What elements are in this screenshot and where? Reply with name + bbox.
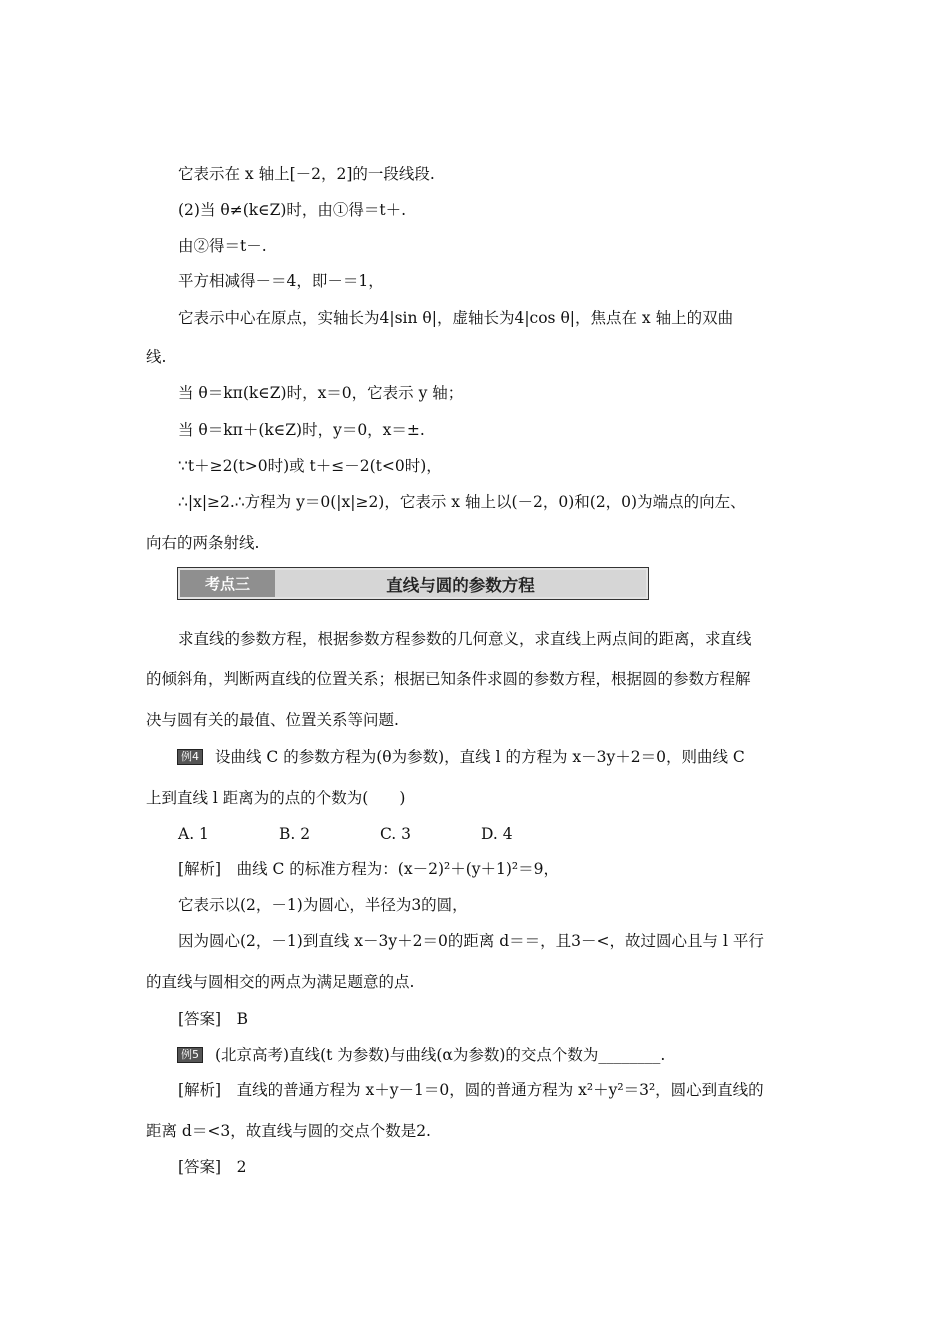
solution-line: 因为圆心(2，－1)到直线 x－3y＋2＝0的距离 d＝＝，且3－<，故过圆心且与 l 平行: [178, 932, 764, 950]
answer-line: [答案] 2: [178, 1158, 247, 1176]
example4-question-line2: 上到直线 l 距离为的点的个数为( ): [146, 789, 406, 807]
solution-line: [解析] 直线的普通方程为 x＋y－1＝0，圆的普通方程为 x²＋y²＝3²，圆心到直线的: [178, 1081, 764, 1099]
option-a: A. 1: [178, 825, 209, 843]
solution-line: 的直线与圆相交的两点为满足题意的点.: [146, 973, 415, 991]
option-d: D. 4: [481, 825, 513, 843]
text-line: 平方相减得－＝4，即－＝1，: [178, 272, 384, 290]
example5-question-text: (北京高考)直线(t 为参数)与曲线(α为参数)的交点个数为________.: [215, 1046, 666, 1064]
example4-question-text: 设曲线 C 的参数方程为(θ为参数)，直线 l 的方程为 x－3y＋2＝0，则曲线 C: [215, 748, 745, 766]
example4-question-line1: [177, 746, 745, 768]
paragraph-line: 的倾斜角，判断两直线的位置关系；根据已知条件求圆的参数方程，根据圆的参数方程解: [146, 670, 751, 688]
example5-question-line: [177, 1044, 665, 1066]
example4-options: [178, 823, 582, 845]
text-line: 向右的两条射线.: [146, 534, 260, 552]
section-banner: [177, 567, 649, 600]
text-line: 当 θ＝kπ(k∈Z)时，x＝0，它表示 y 轴；: [178, 384, 464, 402]
section-tag: 考点三: [180, 570, 275, 597]
text-line: 它表示中心在原点，实轴长为4|sin θ|，虚轴长为4|cos θ|，焦点在 x 轴上的双曲: [178, 309, 734, 327]
solution-line: 距离 d＝<3，故直线与圆的交点个数是2.: [146, 1122, 431, 1140]
example5-badge: 例5: [177, 1047, 203, 1063]
paragraph-line: 求直线的参数方程，根据参数方程参数的几何意义，求直线上两点间的距离，求直线: [178, 630, 752, 648]
option-c: C. 3: [380, 825, 412, 843]
text-line: ∵t＋≥2(t>0时)或 t＋≤－2(t<0时)，: [178, 457, 442, 475]
paragraph-line: 决与圆有关的最值、位置关系等问题.: [146, 711, 399, 729]
section-title: 直线与圆的参数方程: [275, 570, 646, 597]
text-line: (2)当 θ≠(k∈Z)时，由①得＝t＋.: [178, 201, 407, 219]
solution-line: 它表示以(2，－1)为圆心，半径为3的圆，: [178, 896, 468, 914]
text-line: 由②得＝t－.: [178, 237, 267, 255]
option-b: B. 2: [279, 825, 311, 843]
example4-badge: 例4: [177, 749, 203, 765]
solution-line: [解析] 曲线 C 的标准方程为：(x－2)²＋(y＋1)²＝9，: [178, 860, 560, 878]
text-line: 线.: [146, 348, 167, 366]
text-line: 它表示在 x 轴上[－2，2]的一段线段.: [178, 165, 435, 183]
answer-line: [答案] B: [178, 1010, 248, 1028]
text-line: 当 θ＝kπ＋(k∈Z)时，y＝0，x＝±.: [178, 421, 425, 439]
text-line: ∴|x|≥2.∴方程为 y＝0(|x|≥2)，它表示 x 轴上以(－2，0)和(2，0)为端点的向左、: [178, 493, 746, 511]
